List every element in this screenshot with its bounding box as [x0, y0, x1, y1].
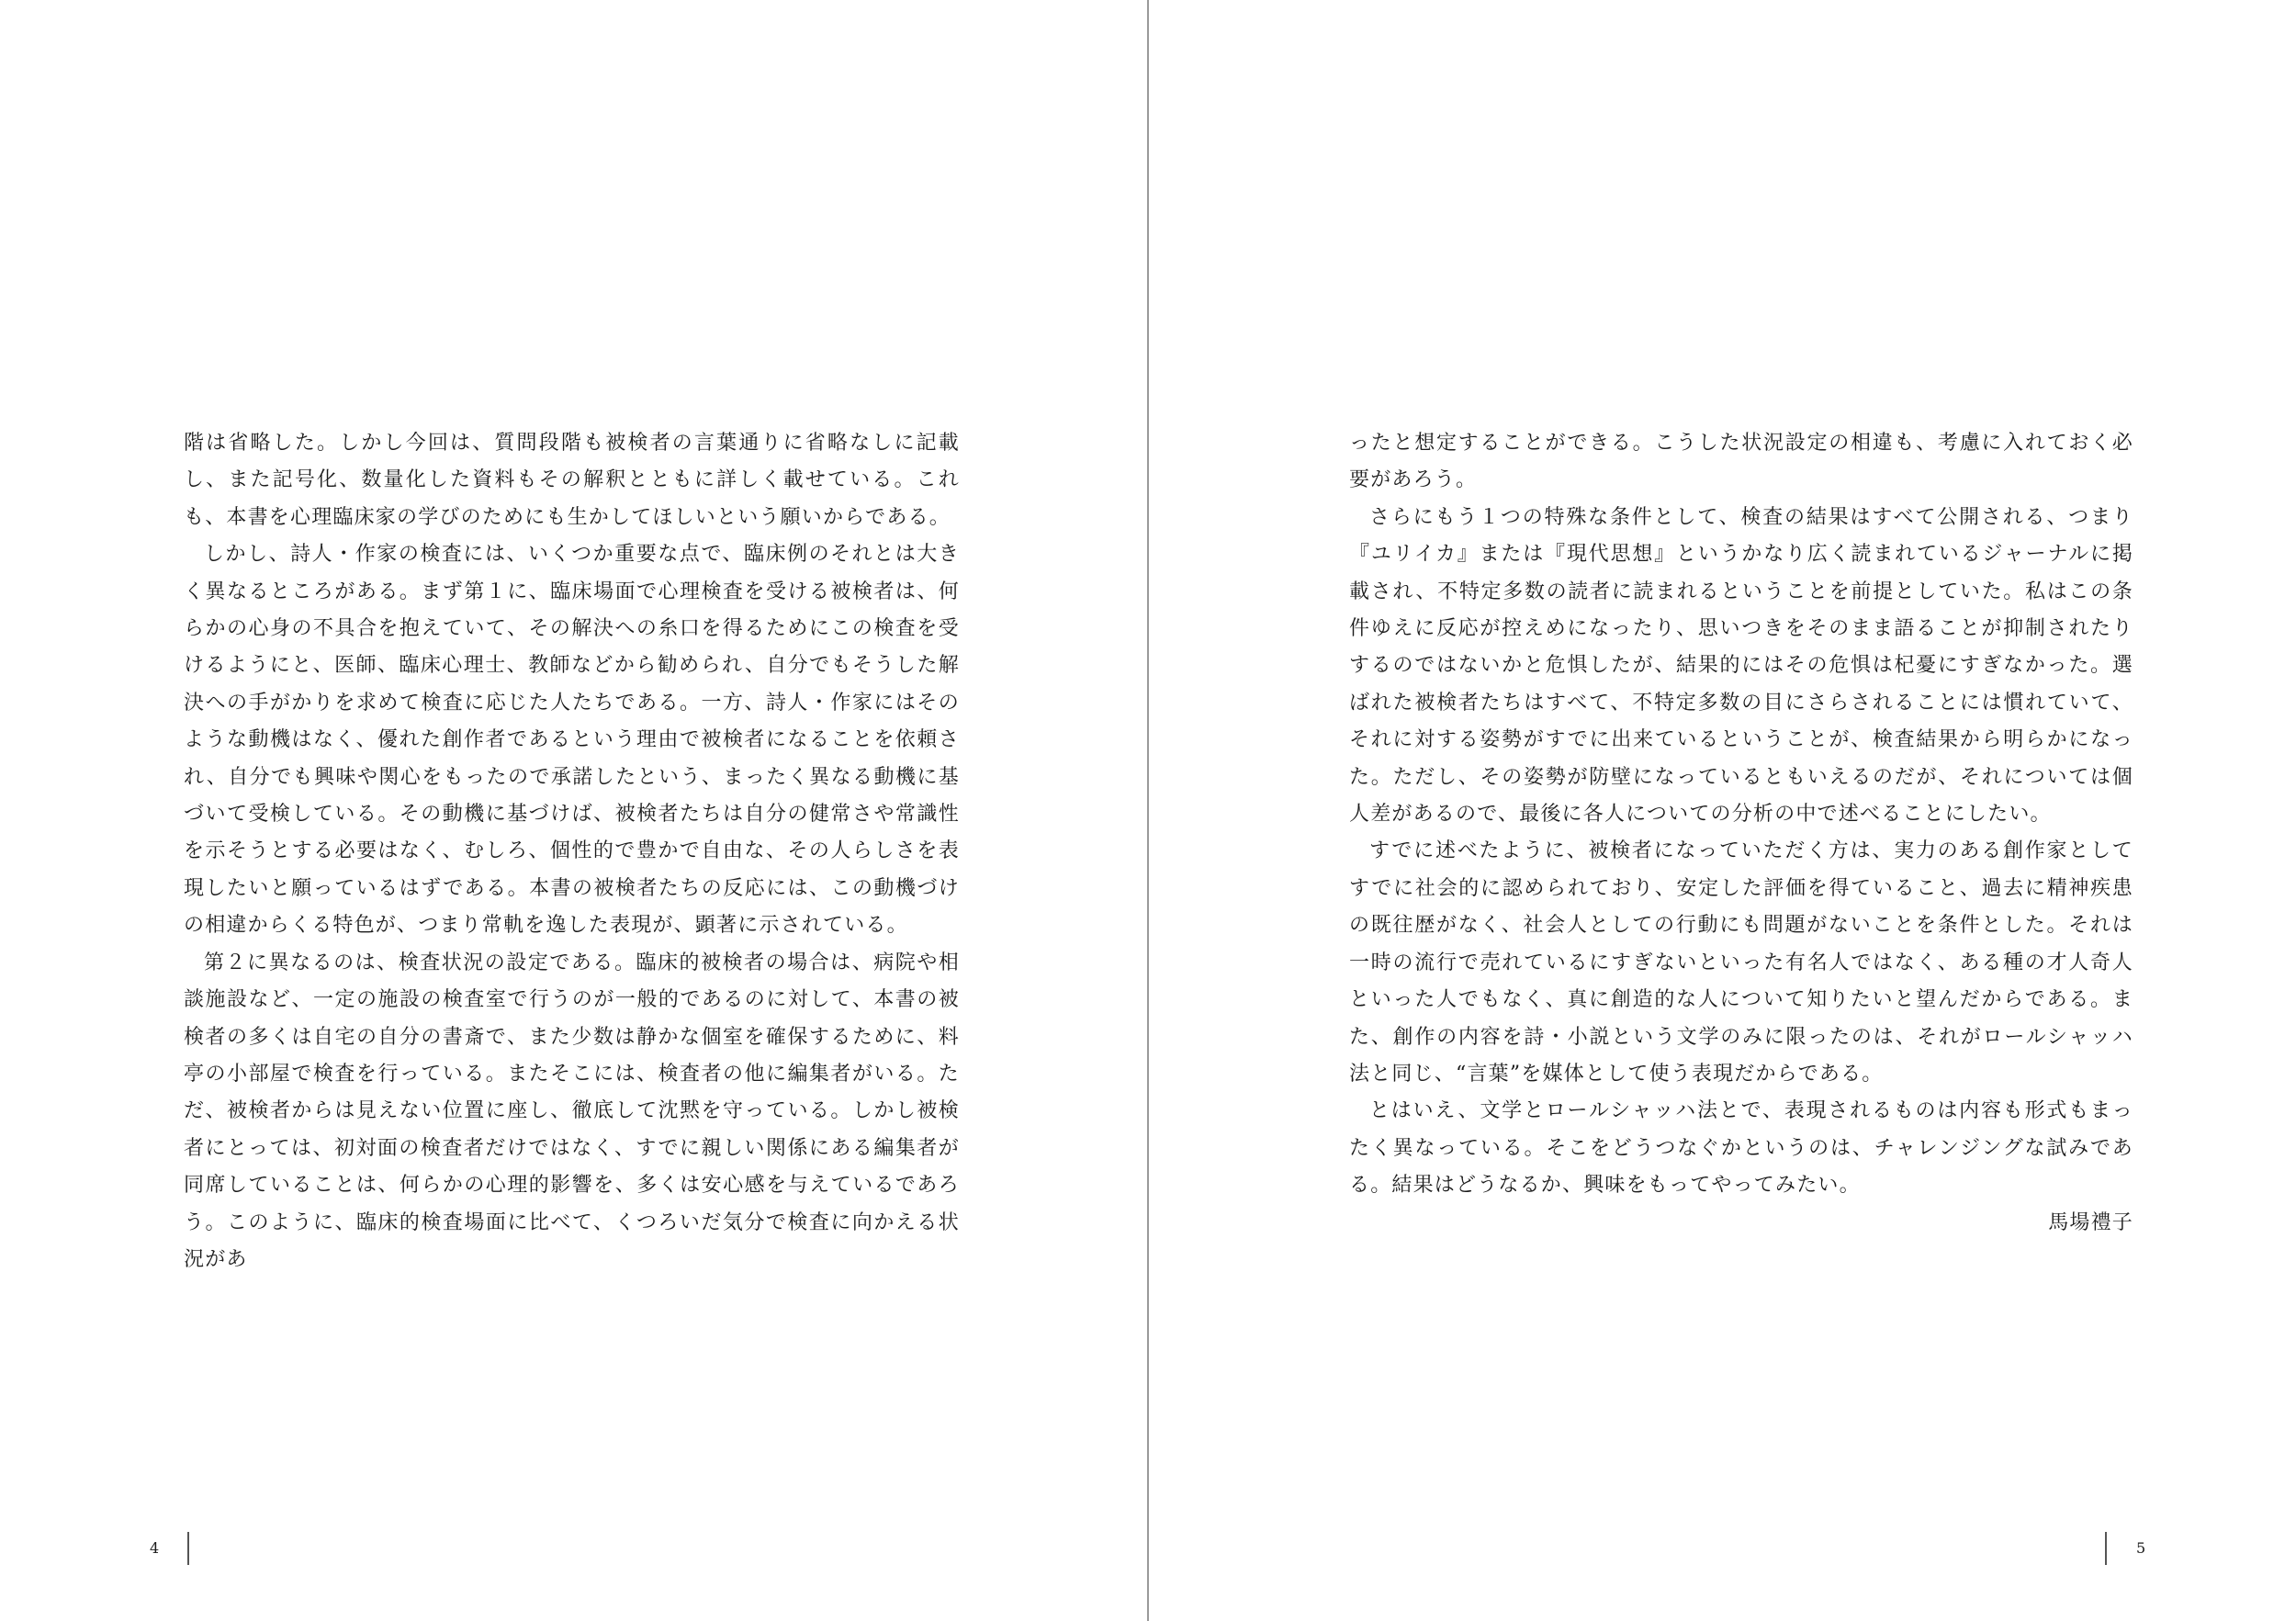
paragraph: さらにもう１つの特殊な条件として、検査の結果はすべて公開される、つまり『ユリイカ』または『現代思想』というかなり広く読まれているジャーナルに掲載され、不特定多数の読者に読まれるということを前提としていた。私はこの条件ゆえに反応が控えめになったり、思いつきをそのまま語ることが抑制されたりするのではないかと危惧したが、結果的にはその危惧は杞憂にすぎなかった。選ばれた被検者たちはすべて、不特定多数の目にさらされることには慣れていて、それに対する姿勢がすでに出来ているということが、検査結果から明らかになった。ただし、その姿勢が防壁になっているともいえるのだが、それについては個人差があるので、最後に各人についての分析の中で述べることにしたい。 — [1349, 505, 2133, 827]
paragraph: 階は省略した。しかし今回は、質問段階も被検者の言葉通りに省略なしに記載し、また記号化、数量化した資料もその解釈とともに詳しく載せている。これも、本書を心理臨床家の学びのためにも生かしてほしいという願いからである。 — [184, 432, 960, 529]
folio-rule — [187, 1532, 189, 1565]
right-page-body — [1349, 425, 2133, 1242]
right-page — [1149, 0, 2296, 1621]
page-number: 5 — [2136, 1539, 2146, 1557]
paragraph: しかし、詩人・作家の検査には、いくつか重要な点で、臨床例のそれとは大きく異なるところがある。まず第１に、臨床場面で心理検査を受ける被検者は、何らかの心身の不具合を抱えていて、その解決への糸口を得るためにこの検査を受けるようにと、医師、臨床心理士、教師などから勧められ、自分でもそうした解決への手がかりを求めて検査に応じた人たちである。一方、詩人・作家にはそのような動機はなく、優れた創作者であるという理由で被検者になることを依頼され、自分でも興味や関心をもったので承諾したという、まったく異なる動機に基づいて受検している。その動機に基づけば、被検者たちは自分の健常さや常識性を示そうとする必要はなく、むしろ、個性的で豊かで自由な、その人らしさを表現したいと願っているはずである。本書の被検者たちの反応には、この動機づけの相違からくる特色が、つまり常軌を逸した表現が、顕著に示されている。 — [184, 543, 960, 938]
left-page-body — [184, 425, 960, 1278]
page-number: 4 — [150, 1539, 160, 1557]
author-signature: 馬場禮子 — [2048, 1210, 2133, 1234]
left-page — [0, 0, 1147, 1621]
paragraph: すでに述べたように、被検者になっていただく方は、実力のある創作家としてすでに社会的に認められており、安定した評価を得ていること、過去に精神疾患の既往歴がなく、社会人としての行動にも問題がないことを条件とした。それは一時の流行で売れているにすぎないといった有名人ではなく、ある種の才人奇人といった人でもなく、真に創造的な人について知りたいと望んだからである。また、創作の内容を詩・小説という文学のみに限ったのは、それがロールシャッハ法と同じ、“言葉”を媒体として使う表現だからである。 — [1349, 839, 2133, 1086]
folio-rule — [2105, 1532, 2107, 1565]
paragraph: ったと想定することができる。こうした状況設定の相違も、考慮に入れておく必要があろう。 — [1349, 432, 2133, 492]
paragraph: とはいえ、文学とロールシャッハ法とで、表現されるものは内容も形式もまったく異なっている。そこをどうつなぐかというのは、チャレンジングな試みである。結果はどうなるか、興味をもってやってみたい。 — [1349, 1099, 2133, 1198]
paragraph: 第２に異なるのは、検査状況の設定である。臨床的被検者の場合は、病院や相談施設など、一定の施設の検査室で行うのが一般的であるのに対して、本書の被検者の多くは自宅の自分の書斎で、また少数は静かな個室を確保するために、料亭の小部屋で検査を行っている。またそこには、検査者の他に編集者がいる。ただ、被検者からは見えない位置に座し、徹底して沈黙を守っている。しかし被検者にとっては、初対面の検査者だけではなく、すでに親しい関係にある編集者が同席していることは、何らかの心理的影響を、多くは安心感を与えているであろう。このように、臨床的検査場面に比べて、くつろいだ気分で検査に向かえる状況があ — [184, 951, 960, 1271]
